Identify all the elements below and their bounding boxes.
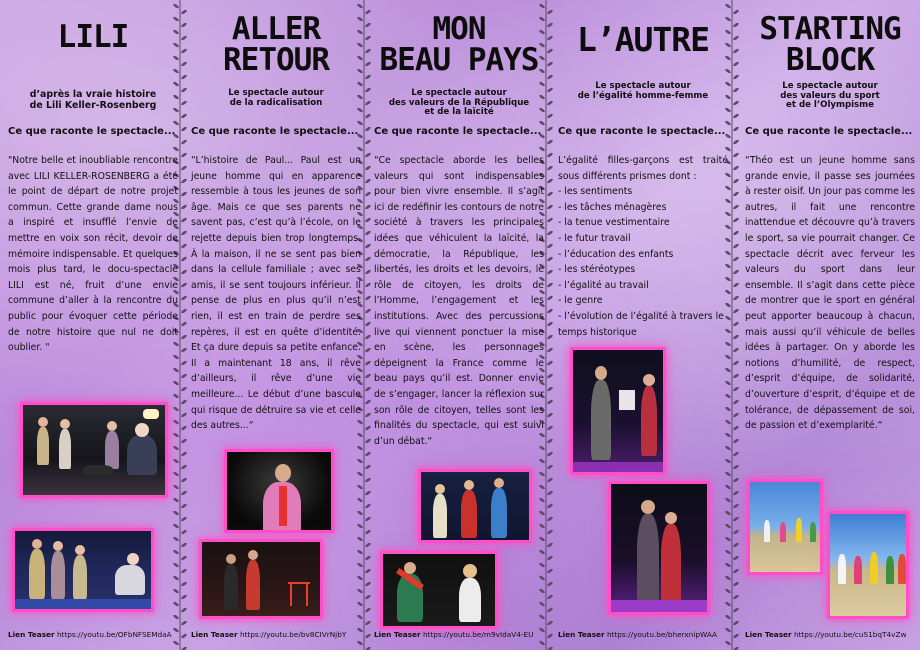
vine-leaf: [733, 35, 739, 41]
vine-leaf: [181, 607, 187, 613]
vine-leaf: [181, 425, 187, 431]
vine-leaf: [733, 646, 739, 650]
vine-leaf: [365, 490, 371, 496]
show-title: STARTING BLOCK: [759, 11, 901, 78]
vine-leaf: [547, 503, 553, 509]
vine-leaf: [365, 360, 371, 366]
vine-leaf: [181, 399, 187, 405]
show-title: ALLER RETOUR: [223, 11, 329, 78]
vine-leaf: [365, 464, 371, 470]
vine-leaf: [181, 360, 187, 366]
column-mon-beau-pays: [374, 0, 544, 650]
section-heading: Ce que raconte le spectacle...: [8, 126, 176, 137]
vine-leaf: [365, 581, 371, 587]
vine-leaf: [733, 165, 739, 171]
show-subtitle: Le spectacle autour des valeurs de la République et de la laïcité: [388, 88, 530, 117]
show-title: LILI: [57, 19, 129, 55]
vine-leaf: [733, 425, 739, 431]
vine-leaf: [733, 295, 739, 301]
vine-leaf: [547, 256, 553, 262]
teaser-url[interactable]: https://youtu.be/bherxnipWAA: [606, 630, 718, 639]
vine-leaf: [733, 399, 739, 405]
vine-leaf: [733, 334, 739, 340]
vine-leaf: [733, 529, 739, 535]
stage-photo: [199, 539, 323, 619]
vine-leaf: [181, 555, 187, 561]
list-item: - les stéréotypes: [558, 264, 636, 276]
vine-leaf: [181, 35, 187, 41]
vine-leaf: [181, 412, 187, 418]
vine-leaf: [181, 529, 187, 535]
vine-leaf: [181, 217, 187, 223]
teaser-link[interactable]: [374, 630, 550, 639]
vine-leaf: [181, 308, 187, 314]
vine-leaf: [365, 9, 371, 15]
vine-leaf: [365, 74, 371, 80]
vine-leaf: [181, 464, 187, 470]
vine-leaf: [547, 386, 553, 392]
list-item: - l’égalité au travail: [558, 279, 649, 291]
vine-leaf: [733, 386, 739, 392]
vine-leaf: [733, 217, 739, 223]
vine-leaf: [365, 516, 371, 522]
vine-leaf: [733, 581, 739, 587]
section-heading: Ce que raconte le spectacle...: [745, 126, 913, 137]
vine-leaf: [547, 152, 553, 158]
vine-leaf: [547, 334, 553, 340]
vine-leaf: [547, 230, 553, 236]
vine-leaf: [181, 48, 187, 54]
vine-leaf: [547, 620, 553, 626]
vine-leaf: [181, 477, 187, 483]
teaser-label: Lien Teaser: [558, 630, 605, 639]
vine-leaf: [547, 542, 553, 548]
vine-leaf: [547, 399, 553, 405]
vine-leaf: [733, 243, 739, 249]
vine-leaf: [181, 22, 187, 28]
teaser-link[interactable]: [745, 630, 920, 639]
vine-leaf: [547, 490, 553, 496]
vine-leaf: [365, 438, 371, 444]
vine-leaf: [547, 451, 553, 457]
vine-leaf: [733, 282, 739, 288]
section-heading: Ce que raconte le spectacle...: [374, 126, 542, 137]
vine-leaf: [181, 178, 187, 184]
teaser-url[interactable]: https://youtu.be/bv8CIVrNjbY: [239, 630, 347, 639]
vine-leaf: [181, 256, 187, 262]
description-intro: L’égalité filles-garçons est traité sous différents prismes dont :: [558, 155, 728, 182]
vine-leaf: [365, 477, 371, 483]
vine-leaf: [547, 87, 553, 93]
vine-leaf: [365, 100, 371, 106]
vine-leaf: [365, 399, 371, 405]
vine-leaf: [181, 243, 187, 249]
stage-photo: [827, 511, 909, 619]
vine-leaf: [181, 295, 187, 301]
teaser-label: Lien Teaser: [8, 630, 55, 639]
vine-leaf: [547, 555, 553, 561]
vine-leaf: [181, 386, 187, 392]
stage-photo: [380, 551, 498, 629]
show-description: “Théo est un jeune homme sans grande envie, il passe ses journées à rester oisif. Un jour pas comme les autres, il fait une rencontre inattendue et découvre qu’à travers le sport, sa vie pourrait changer. Ce spectacle décrit avec ferveur les valeurs du sport dans leur ensemble. Il s’agit dans cette pièce de montrer que le sport en général peut apporter beaucoup à chacun, mais aussi qu’il véhicule de belles idées à partager. On y aborde les notions d’humilité, de respect, d’esprit d’équipe, de solidarité, d’ouverture d’esprit, d’équipe et de tolérance, de dépassement de soi, de passion et d’exemplarité.“: [745, 155, 915, 432]
vine-leaf: [181, 646, 187, 650]
show-subtitle: Le spectacle autour de la radicalisation: [228, 88, 324, 108]
vine-leaf: [733, 126, 739, 132]
vine-leaf: [733, 87, 739, 93]
vine-leaf: [181, 61, 187, 67]
vine-leaf: [365, 48, 371, 54]
vine-leaf: [547, 425, 553, 431]
vine-leaf: [181, 581, 187, 587]
vine-leaf: [365, 412, 371, 418]
vine-leaf: [365, 594, 371, 600]
vine-leaf: [365, 646, 371, 650]
vine-leaf: [547, 568, 553, 574]
vine-leaf: [733, 464, 739, 470]
vine-leaf: [733, 321, 739, 327]
vine-leaf: [365, 256, 371, 262]
vine-leaf: [547, 113, 553, 119]
stage-photo: [224, 449, 334, 533]
vine-leaf: [365, 191, 371, 197]
vine-leaf: [365, 620, 371, 626]
vine-leaf: [181, 9, 187, 15]
vine-leaf: [547, 295, 553, 301]
vine-leaf: [365, 282, 371, 288]
teaser-link[interactable]: [191, 630, 367, 639]
vine-leaf: [733, 477, 739, 483]
show-subtitle: d’après la vraie histoire de Lili Keller-Rosenberg: [29, 89, 157, 111]
teaser-label: Lien Teaser: [374, 630, 421, 639]
vine-leaf: [181, 503, 187, 509]
vine-leaf: [733, 48, 739, 54]
vine-leaf: [365, 451, 371, 457]
teaser-link[interactable]: [558, 630, 734, 639]
column-aller-retour: [191, 0, 361, 650]
vine-leaf: [181, 347, 187, 353]
vine-leaf: [547, 269, 553, 275]
vine-leaf: [547, 191, 553, 197]
vine-leaf: [365, 61, 371, 67]
vine-leaf: [733, 256, 739, 262]
teaser-url[interactable]: https://youtu.be/m9vIdaV4-EU: [422, 630, 534, 639]
vine-leaf: [181, 373, 187, 379]
stage-photo: [418, 469, 532, 543]
vine-leaf: [733, 555, 739, 561]
vine-leaf: [547, 412, 553, 418]
vine-leaf: [733, 503, 739, 509]
vine-leaf: [547, 516, 553, 522]
vine-leaf: [181, 490, 187, 496]
vine-leaf: [733, 568, 739, 574]
vine-leaf: [733, 490, 739, 496]
vine-leaf: [547, 22, 553, 28]
vine-leaf: [365, 334, 371, 340]
list-item: - les tâches ménagères: [558, 201, 667, 213]
vine-leaf: [181, 438, 187, 444]
column-lili: [8, 0, 178, 650]
vine-leaf: [547, 646, 553, 650]
vine-leaf: [181, 230, 187, 236]
vine-leaf: [547, 243, 553, 249]
vine-leaf: [181, 152, 187, 158]
vine-leaf: [547, 347, 553, 353]
vine-leaf: [181, 542, 187, 548]
vine-leaf: [733, 113, 739, 119]
show-description: “L’histoire de Paul... Paul est un jeune homme qui en apparence ressemble à tous les jeunes de son âge. Mais ce que ses parents ne savent pas, c’est qu’à l’école, on le rejette depuis bien trop longtemps. À la maison, il ne se sent pas bien dans la cellule familiale ; avec ses amis, il se sent toujours inférieur. Il pense de plus en plus qu’il n’est rien, il est en train de perdre ses repères, il est en quête d’identité. Et ça dure depuis sa petite enfance. Il a maintenant 18 ans, il rêve d’ailleurs, il rêve d’une vie meilleure... Le début d’une bascule qui risque de détruire sa vie et celle des autres...“: [191, 155, 361, 432]
list-item: - le genre: [558, 295, 603, 307]
vine-leaf: [733, 61, 739, 67]
list-item: - le futur travail: [558, 232, 631, 244]
vine-leaf: [547, 477, 553, 483]
vine-leaf: [547, 100, 553, 106]
vine-leaf: [733, 191, 739, 197]
teaser-link[interactable]: [8, 630, 184, 639]
vine-leaf: [733, 9, 739, 15]
show-subtitle: Le spectacle autour des valeurs du sport et de l’Olympisme: [780, 81, 880, 110]
vine-leaf: [733, 373, 739, 379]
vine-leaf: [733, 594, 739, 600]
vine-leaf: [181, 334, 187, 340]
vine-leaf: [547, 607, 553, 613]
vine-leaf: [365, 321, 371, 327]
vine-leaf: [365, 87, 371, 93]
vine-leaf: [181, 204, 187, 210]
vine-leaf: [365, 373, 371, 379]
vine-leaf: [547, 217, 553, 223]
vine-leaf: [547, 35, 553, 41]
stage-photo: [570, 347, 666, 475]
vine-leaf: [547, 282, 553, 288]
vine-leaf: [733, 451, 739, 457]
vine-leaf: [181, 269, 187, 275]
vine-leaf: [733, 230, 739, 236]
vine-leaf: [365, 555, 371, 561]
vine-leaf: [547, 321, 553, 327]
vine-leaf: [547, 360, 553, 366]
vine-leaf: [181, 516, 187, 522]
vine-leaf: [181, 282, 187, 288]
teaser-url[interactable]: https://youtu.be/OFbNFSEMdaA: [56, 630, 172, 639]
vine-leaf: [547, 438, 553, 444]
vine-leaf: [181, 568, 187, 574]
vine-leaf: [365, 204, 371, 210]
stage-photo: [608, 481, 710, 615]
vine-leaf: [181, 451, 187, 457]
list-item: - l’évolution de l’égalité à travers le temps historique: [558, 310, 724, 338]
vine-leaf: [365, 308, 371, 314]
vine-leaf: [733, 100, 739, 106]
vine-leaf: [181, 87, 187, 93]
vine-leaf: [733, 360, 739, 366]
vine-leaf: [733, 347, 739, 353]
vine-leaf: [365, 607, 371, 613]
vine-leaf: [365, 22, 371, 28]
vine-leaf: [733, 74, 739, 80]
vine-leaf: [733, 178, 739, 184]
section-heading: Ce que raconte le spectacle...: [558, 126, 726, 137]
vine-leaf: [365, 503, 371, 509]
vine-leaf: [181, 113, 187, 119]
teaser-url[interactable]: https://youtu.be/cuS1bqT4vZw: [793, 630, 907, 639]
vine-leaf: [365, 542, 371, 548]
show-description: "Notre belle et inoubliable rencontre avec LILI KELLER-ROSENBERG a été le point de départ de notre projet commun. Cette grande dame nous a inspiré et insufflé l’envie de mettre en voix son récit, devoir de mémoire indispensable. Et quelques mois plus tard, le docu-spectacle LILI est né, fruit d’une envie commune d’aller à la rencontre du public pour évoquer cette période de notre histoire que nul ne doit oublier. ": [8, 155, 178, 354]
vine-leaf: [547, 464, 553, 470]
vine-leaf: [733, 152, 739, 158]
column-l-autre: [558, 0, 728, 650]
vine-leaf: [733, 542, 739, 548]
show-description: “Ce spectacle aborde les belles valeurs qui sont indispensables pour bien vivre ensemble. Il s’agit ici de redéfinir les contours de notre société à travers les principales idées que véhiculent la laïcité, la démocratie, la République, les libertés, les droits et les devoirs, le rôle de citoyen, les droits de l’Homme, l’engagement et les institutions. Avec des percussions live qui viennent ponctuer la mise en scène, les personnages dépeignent la France comme le beau pays qu’il est. Donner envie de s’engager, lancer la réflexion sur son rôle de citoyen, telles sont les finalités du spectacle, qui est suivi d’un débat.“: [374, 155, 544, 447]
vine-leaf: [733, 308, 739, 314]
vine-leaf: [733, 269, 739, 275]
vine-leaf: [365, 568, 371, 574]
teaser-label: Lien Teaser: [191, 630, 238, 639]
list-item: - les sentiments: [558, 186, 633, 198]
vine-leaf: [733, 22, 739, 28]
vine-leaf: [181, 100, 187, 106]
vine-leaf: [733, 620, 739, 626]
list-item: - la tenue vestimentaire: [558, 217, 670, 229]
vine-leaf: [733, 516, 739, 522]
vine-leaf: [547, 529, 553, 535]
section-heading: Ce que raconte le spectacle...: [191, 126, 359, 137]
vine-leaf: [733, 607, 739, 613]
vine-leaf: [181, 191, 187, 197]
vine-leaf: [181, 74, 187, 80]
vine-leaf: [365, 230, 371, 236]
vine-leaf: [547, 165, 553, 171]
vine-leaf: [365, 217, 371, 223]
vine-leaf: [365, 178, 371, 184]
vine-leaf: [365, 139, 371, 145]
vine-leaf: [365, 295, 371, 301]
show-subtitle: Le spectacle autour de l’égalité homme-femme: [577, 81, 709, 101]
vine-leaf: [365, 347, 371, 353]
vine-leaf: [733, 204, 739, 210]
vine-leaf: [365, 126, 371, 132]
vine-leaf: [547, 126, 553, 132]
vine-leaf: [365, 529, 371, 535]
vine-leaf: [181, 620, 187, 626]
vine-leaf: [365, 165, 371, 171]
vine-leaf: [547, 373, 553, 379]
show-description: [558, 153, 728, 340]
theme-list: [558, 184, 728, 340]
show-title: MON BEAU PAYS: [379, 11, 539, 78]
list-item: - l’éducation des enfants: [558, 248, 674, 260]
vine-leaf: [547, 581, 553, 587]
vine-leaf: [365, 269, 371, 275]
show-title: L’AUTRE: [576, 20, 710, 59]
vine-leaf: [547, 74, 553, 80]
vine-leaf: [181, 165, 187, 171]
vine-leaf: [365, 243, 371, 249]
vine-leaf: [547, 204, 553, 210]
vine-leaf: [181, 594, 187, 600]
stage-photo: [20, 402, 168, 498]
column-starting-block: [745, 0, 915, 650]
vine-leaf: [365, 152, 371, 158]
vine-leaf: [365, 386, 371, 392]
vine-leaf: [547, 9, 553, 15]
stage-photo: [747, 479, 823, 575]
vine-leaf: [547, 48, 553, 54]
vine-leaf: [547, 178, 553, 184]
vine-leaf: [547, 308, 553, 314]
vine-leaf: [365, 113, 371, 119]
vine-leaf: [733, 412, 739, 418]
vine-leaf: [365, 425, 371, 431]
vine-leaf: [547, 139, 553, 145]
vine-leaf: [181, 126, 187, 132]
stage-photo: [12, 528, 154, 612]
vine-leaf: [547, 61, 553, 67]
teaser-label: Lien Teaser: [745, 630, 792, 639]
vine-leaf: [733, 438, 739, 444]
vine-leaf: [181, 321, 187, 327]
vine-leaf: [181, 139, 187, 145]
vine-leaf: [733, 139, 739, 145]
vine-leaf: [365, 35, 371, 41]
vine-leaf: [547, 594, 553, 600]
